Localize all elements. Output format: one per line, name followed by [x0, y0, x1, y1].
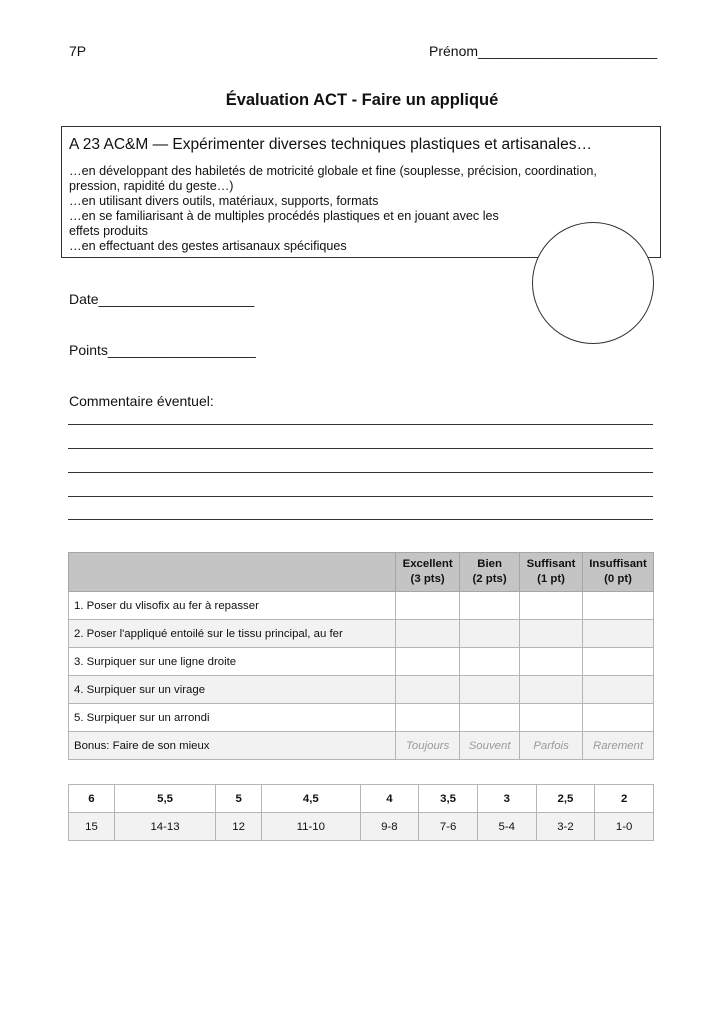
- grade-cell: 5,5: [114, 785, 215, 813]
- grade-cell: 2,5: [536, 785, 595, 813]
- score-cell[interactable]: [520, 592, 583, 620]
- grade-cell: 4: [360, 785, 419, 813]
- score-cell[interactable]: [396, 648, 460, 676]
- score-cell[interactable]: [520, 676, 583, 704]
- grade-cell: 3: [477, 785, 536, 813]
- score-cell[interactable]: [460, 676, 520, 704]
- grade-cell: 3,5: [419, 785, 478, 813]
- points-cell: 11-10: [262, 813, 360, 841]
- objective-line: …en utilisant divers outils, matériaux, supports, formats: [69, 194, 379, 208]
- table-row: [69, 704, 654, 732]
- comment-label: Commentaire éventuel:: [69, 393, 214, 409]
- bonus-scale-souvent[interactable]: Souvent: [460, 732, 520, 760]
- criterion-label: 5. Surpiquer sur un arrondi: [69, 704, 396, 732]
- column-header-bien: Bien (2 pts): [460, 553, 520, 592]
- grade-cell: 6: [69, 785, 115, 813]
- comment-line[interactable]: [68, 448, 653, 449]
- table-row: [69, 676, 654, 704]
- bonus-row: [69, 732, 654, 760]
- class-label: 7P: [69, 43, 87, 59]
- criterion-label: 1. Poser du vlisofix au fer à repasser: [69, 592, 396, 620]
- grade-scale-table: [68, 784, 654, 841]
- grade-cell: 4,5: [262, 785, 360, 813]
- points-cell: 15: [69, 813, 115, 841]
- first-name-field[interactable]: Prénom_______________________: [429, 43, 658, 59]
- objective-line: effets produits: [69, 224, 148, 238]
- points-cell: 7-6: [419, 813, 478, 841]
- points-row: [69, 813, 654, 841]
- page-title: Évaluation ACT - Faire un appliqué: [225, 91, 499, 109]
- bonus-scale-toujours[interactable]: Toujours: [396, 732, 460, 760]
- score-cell[interactable]: [520, 648, 583, 676]
- score-cell[interactable]: [520, 704, 583, 732]
- table-row: [69, 648, 654, 676]
- column-header-insuffisant: Insuffisant (0 pt): [583, 553, 654, 592]
- score-cell[interactable]: [396, 620, 460, 648]
- score-cell[interactable]: [583, 676, 654, 704]
- criterion-label: 4. Surpiquer sur un virage: [69, 676, 396, 704]
- criterion-label: 2. Poser l'appliqué entoilé sur le tissu principal, au fer: [69, 620, 396, 648]
- grade-cell: 5: [216, 785, 262, 813]
- rubric-header-row: [69, 553, 654, 592]
- grade-row: [69, 785, 654, 813]
- grade-cell: 2: [595, 785, 654, 813]
- score-cell[interactable]: [583, 620, 654, 648]
- column-header-suffisant: Suffisant (1 pt): [520, 553, 583, 592]
- points-cell: 3-2: [536, 813, 595, 841]
- score-cell[interactable]: [396, 704, 460, 732]
- points-cell: 5-4: [477, 813, 536, 841]
- bonus-label: Bonus: Faire de son mieux: [69, 732, 396, 760]
- grade-circle: [532, 222, 654, 344]
- score-cell[interactable]: [520, 620, 583, 648]
- rubric-table: [68, 552, 654, 760]
- table-row: [69, 620, 654, 648]
- bonus-scale-rarement[interactable]: Rarement: [583, 732, 654, 760]
- points-cell: 12: [216, 813, 262, 841]
- score-cell[interactable]: [583, 704, 654, 732]
- objective-heading: A 23 AC&M — Expérimenter diverses techniques plastiques et artisanales…: [69, 136, 592, 153]
- points-field[interactable]: Points___________________: [69, 342, 256, 358]
- comment-line[interactable]: [68, 424, 653, 425]
- criterion-label: 3. Surpiquer sur une ligne droite: [69, 648, 396, 676]
- objective-lines: [69, 164, 597, 254]
- points-cell: 14-13: [114, 813, 215, 841]
- criteria-header: [69, 553, 396, 592]
- comment-line[interactable]: [68, 496, 653, 497]
- score-cell[interactable]: [460, 648, 520, 676]
- date-field[interactable]: Date____________________: [69, 291, 255, 307]
- points-cell: 9-8: [360, 813, 419, 841]
- objective-line: …en se familiarisant à de multiples procédés plastiques et en jouant avec les: [69, 209, 499, 223]
- score-cell[interactable]: [460, 620, 520, 648]
- comment-line[interactable]: [68, 519, 653, 520]
- score-cell[interactable]: [460, 704, 520, 732]
- column-header-excellent: Excellent (3 pts): [396, 553, 460, 592]
- objective-line: pression, rapidité du geste…): [69, 179, 234, 193]
- points-cell: 1-0: [595, 813, 654, 841]
- score-cell[interactable]: [583, 592, 654, 620]
- table-row: [69, 592, 654, 620]
- objective-line: …en effectuant des gestes artisanaux spécifiques: [69, 239, 347, 253]
- score-cell[interactable]: [460, 592, 520, 620]
- bonus-scale-parfois[interactable]: Parfois: [520, 732, 583, 760]
- objective-line: …en développant des habiletés de motricité globale et fine (souplesse, précision, coordination,: [69, 164, 597, 178]
- score-cell[interactable]: [396, 592, 460, 620]
- score-cell[interactable]: [583, 648, 654, 676]
- score-cell[interactable]: [396, 676, 460, 704]
- comment-line[interactable]: [68, 472, 653, 473]
